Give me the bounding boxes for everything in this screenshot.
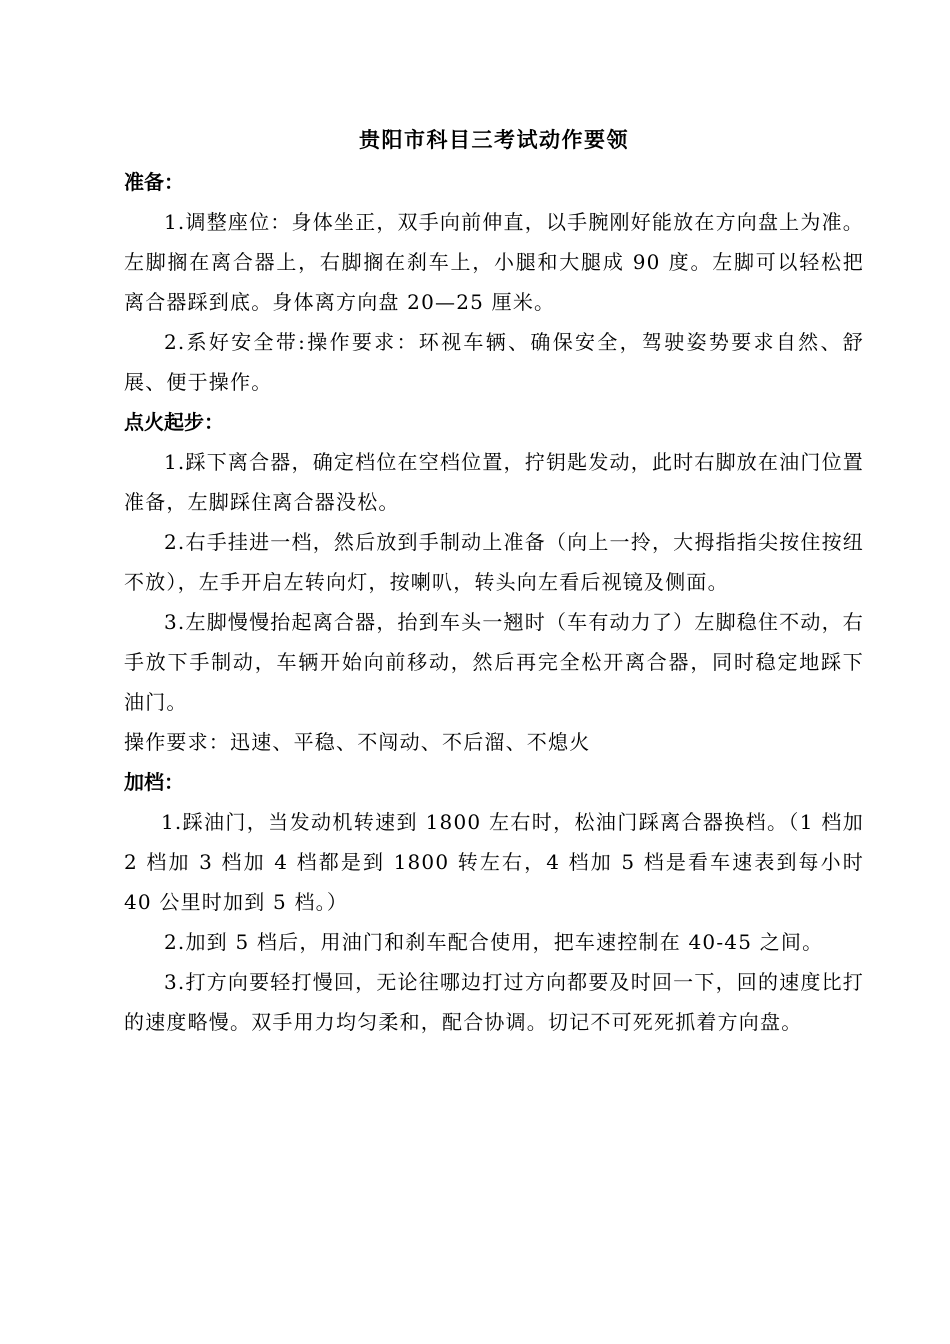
document-title: 贵阳市科目三考试动作要领	[359, 128, 629, 152]
document-page	[124, 118, 864, 1042]
section-heading-preparation: 准备：	[124, 170, 184, 194]
paragraph-first-gear: 2.右手挂进一档，然后放到手制动上准备（向上一拎，大拇指指尖按住按纽不放），左手开启左转向灯，按喇叭，转头向左看后视镜及侧面。	[124, 530, 864, 594]
paragraph-speed-control: 2.加到 5 档后，用油门和刹车配合使用，把车速控制在 40-45 之间。	[164, 930, 824, 954]
paragraph-seatbelt: 2.系好安全带:操作要求：环视车辆、确保安全，驾驶姿势要求自然、舒展、便于操作。	[124, 330, 864, 394]
paragraph-press-clutch: 1.踩下离合器，确定档位在空档位置，拧钥匙发动，此时右脚放在油门位置准备，左脚踩住离合器没松。	[124, 450, 864, 514]
section-heading-ignition-start: 点火起步：	[124, 410, 224, 434]
paragraph-start-requirements: 操作要求：迅速、平稳、不闯动、不后溜、不熄火	[124, 730, 591, 754]
paragraph-steering: 3.打方向要轻打慢回，无论往哪边打过方向都要及时回一下，回的速度比打的速度略慢。双手用力均匀柔和，配合协调。切记不可死死抓着方向盘。	[124, 970, 864, 1034]
section-heading-upshift: 加档：	[124, 770, 184, 794]
paragraph-seat-adjustment: 1.调整座位：身体坐正，双手向前伸直，以手腕刚好能放在方向盘上为准。左脚搁在离合器上，右脚搁在刹车上，小腿和大腿成 90 度。左脚可以轻松把离合器踩到底。身体离方向盘 20—25 厘米。	[124, 210, 864, 314]
paragraph-shift-at-1800: 1.踩油门，当发动机转速到 1800 左右时，松油门踩离合器换档。（1 档加 2 档加 3 档加 4 档都是到 1800 转左右，4 档加 5 档是看车速表到每小时 40 公里时加到 5 档。）	[124, 810, 864, 914]
paragraph-release-clutch: 3.左脚慢慢抬起离合器，抬到车头一翘时（车有动力了）左脚稳住不动，右手放下手制动，车辆开始向前移动，然后再完全松开离合器，同时稳定地踩下油门。	[124, 610, 864, 714]
